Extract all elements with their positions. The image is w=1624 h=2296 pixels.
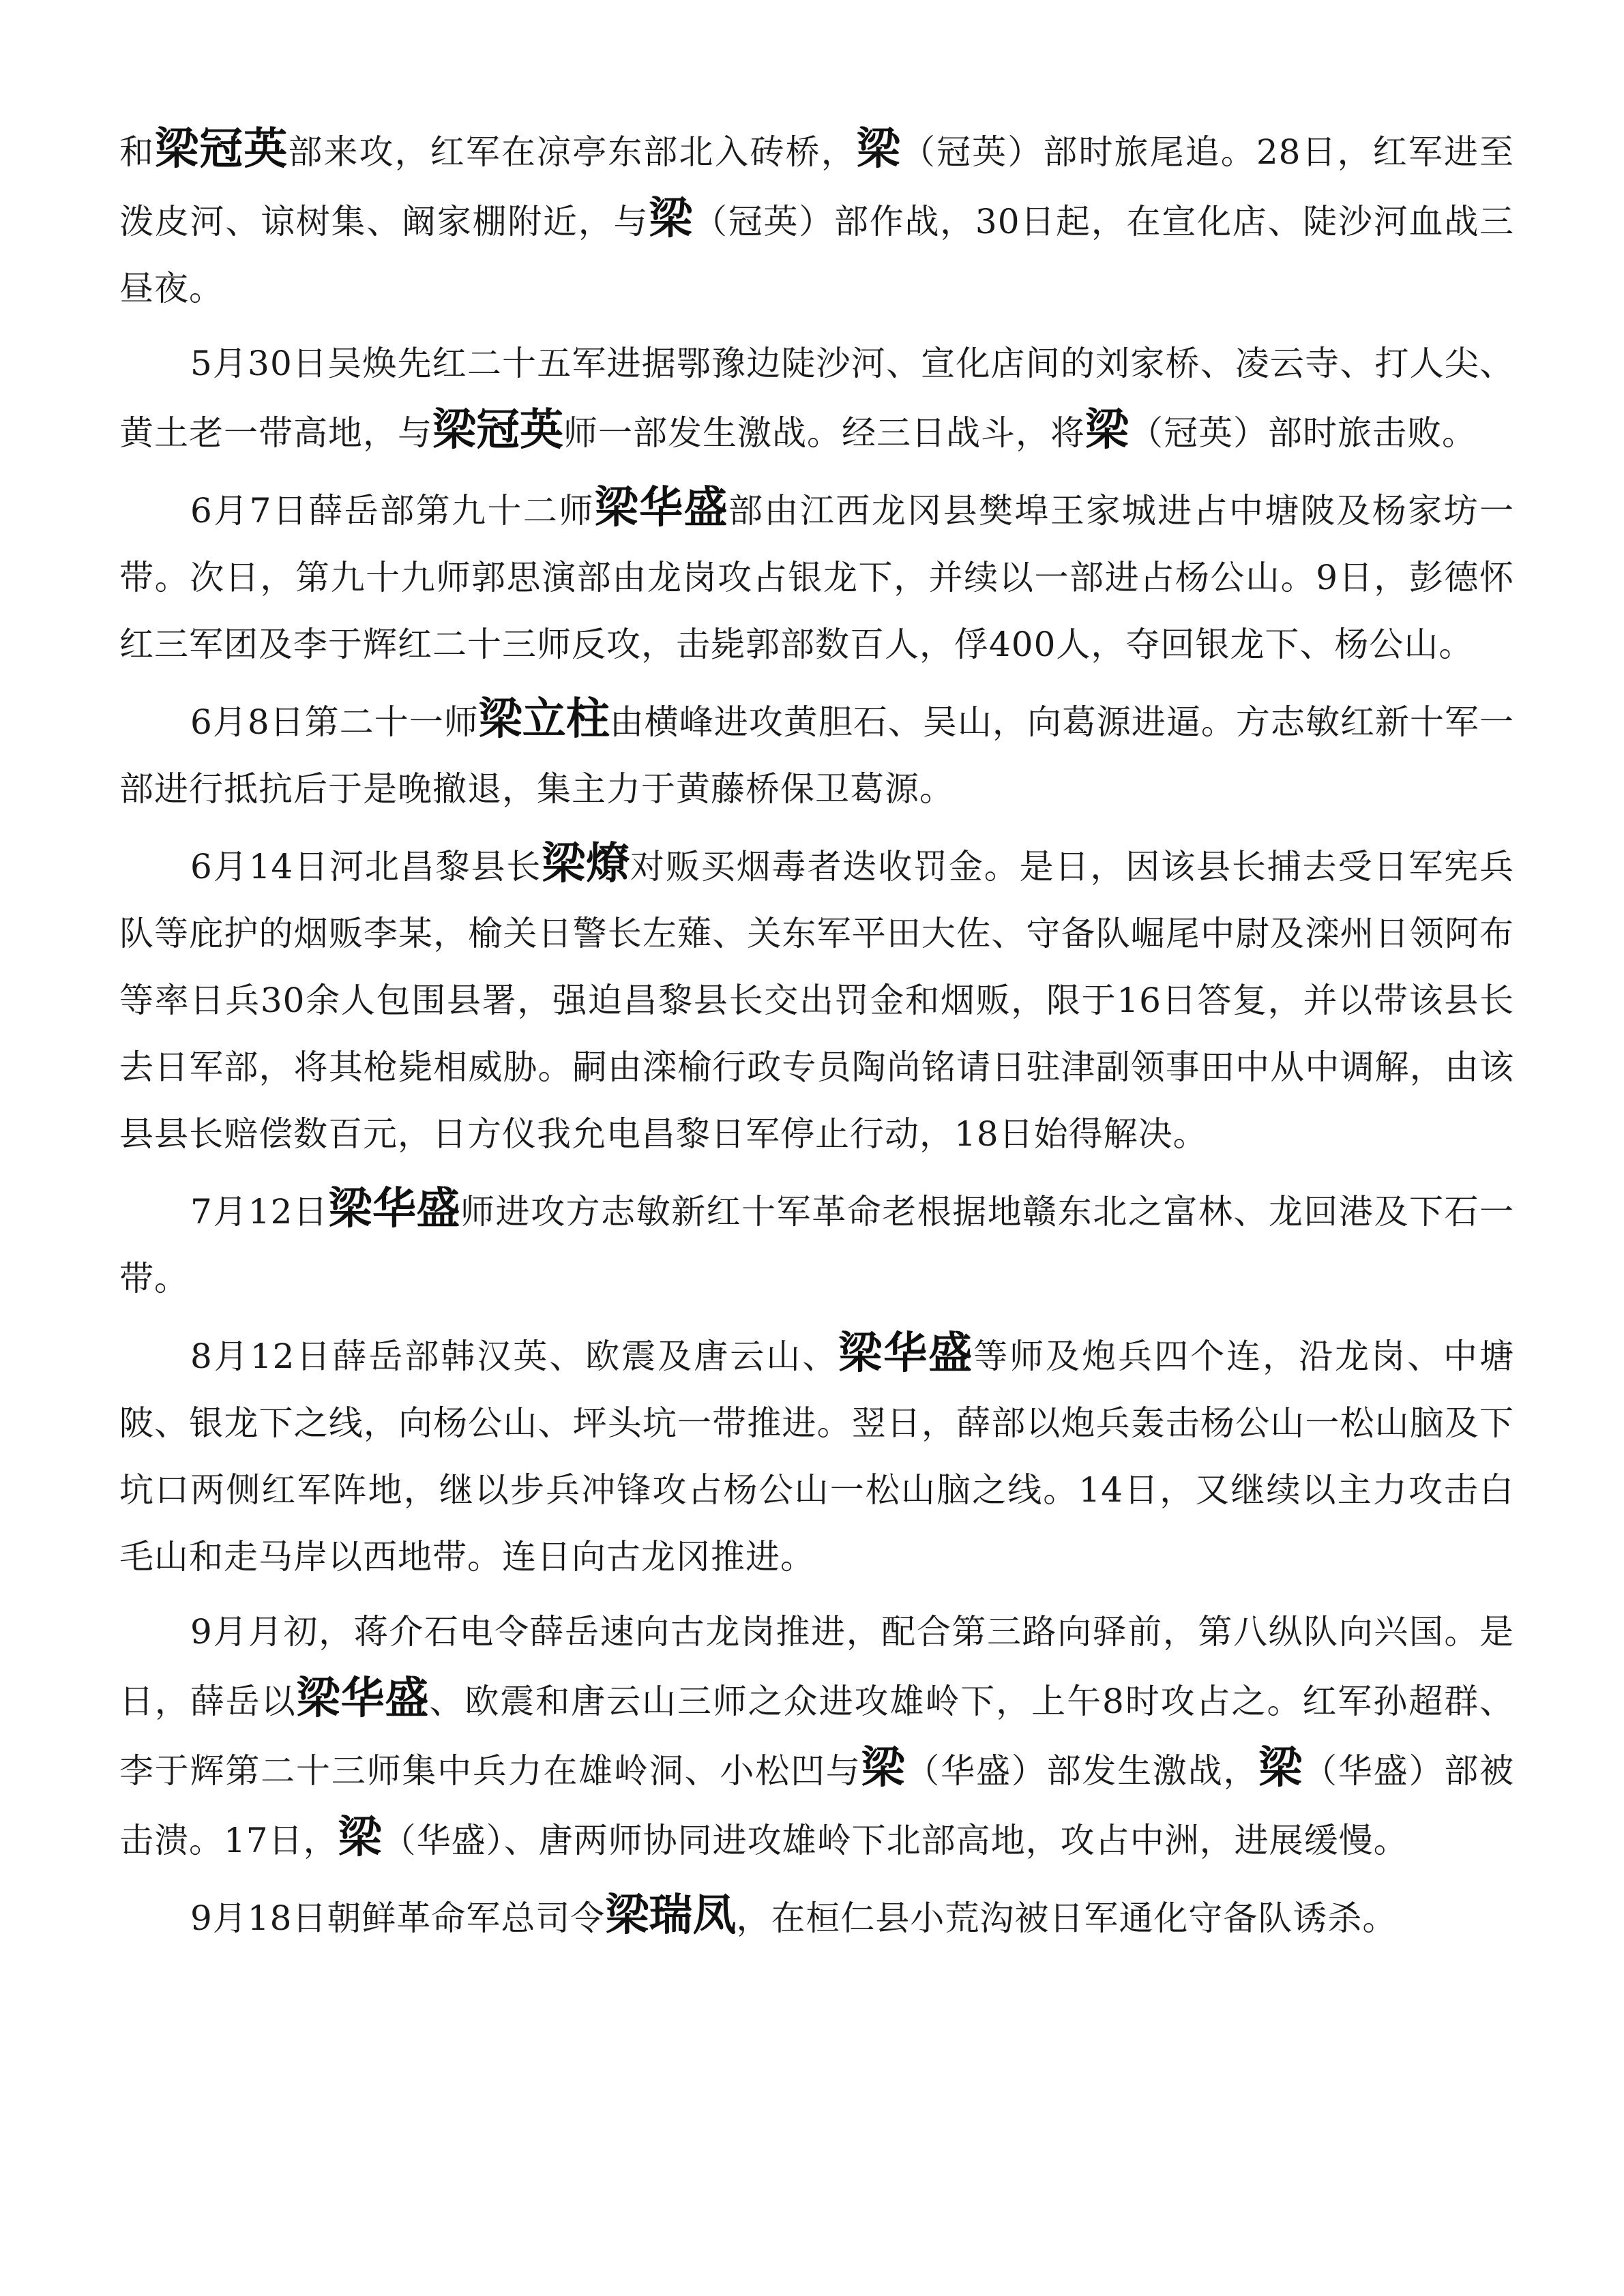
highlighted-name: 梁 bbox=[1085, 405, 1129, 456]
text-segment: 对贩买烟毒者迭收罚金。是日，因该县长捕去受日军宪兵队等庇护的烟贩李某，榆关日警长左薙、关东军平田大佐、守备队崛尾中尉及滦州日领阿布等率日兵30余人包围县署，强迫昌黎县长交出罚金和烟贩，限于16日答复，并以带该县长去日军部，将其枪毙相威胁。嗣由滦榆行政专员陶尚铭请日驻津副领事田中从中调解，由该县县长赔偿数百元，日方仪我允电昌黎日军停止行动，18日始得解决。 bbox=[119, 847, 1515, 1154]
text-segment: ，在桓仁县小荒沟被日军通化守备队诱杀。 bbox=[736, 1898, 1398, 1938]
text-segment: （华盛）、唐两师协同进攻雄岭下北部高地，攻占中洲，进展缓慢。 bbox=[381, 1821, 1408, 1860]
text-segment: 、欧震和唐云山三师之众进攻雄岭下，上午8时攻占之。红军孙超群、李于辉第二十三师集中兵力在雄岭洞、小松凹与 bbox=[119, 1682, 1515, 1791]
text-segment: 9月18日朝鲜革命军总司令 bbox=[190, 1898, 606, 1938]
text-segment: 6月14日河北昌黎县长 bbox=[190, 847, 542, 886]
text-segment: （冠英）部时旅击败。 bbox=[1129, 413, 1477, 453]
paragraph-7 bbox=[119, 1320, 1514, 1590]
highlighted-name: 梁 bbox=[856, 124, 901, 175]
highlighted-name: 梁 bbox=[649, 194, 693, 244]
text-segment: （华盛）部发生激战， bbox=[905, 1751, 1259, 1791]
text-segment: 等师及炮兵四个连，沿龙岗、中塘陂、银龙下之线，向杨公山、坪头坑一带推进。翌日，薛部以炮兵轰击杨公山一松山脑及下坑口两侧红军阵地，继以步兵冲锋攻占杨公山一松山脑之线。14日，又继续以主力攻击白毛山和走马岸以西地带。连日向古龙冈推进。 bbox=[119, 1337, 1515, 1577]
highlighted-name: 梁华盛 bbox=[296, 1673, 430, 1724]
highlighted-name: 梁立柱 bbox=[478, 694, 610, 745]
paragraph-2 bbox=[119, 330, 1514, 466]
text-segment: 6月7日薛岳部第九十二师 bbox=[190, 491, 595, 531]
highlighted-name: 梁华盛 bbox=[838, 1328, 974, 1379]
highlighted-name: 梁华盛 bbox=[328, 1184, 461, 1234]
text-segment: （华盛）部被击溃。17日， bbox=[119, 1751, 1515, 1860]
paragraph-5 bbox=[119, 831, 1514, 1167]
highlighted-name: 梁瑞凤 bbox=[605, 1890, 737, 1941]
text-segment: 7月12日 bbox=[190, 1192, 329, 1232]
text-segment: （冠英）部时旅尾追。28日，红军进至泼皮河、谅树集、阚家棚附近，与 bbox=[119, 132, 1515, 241]
text-segment: 5月30日吴焕先红二十五军进据鄂豫边陡沙河、宣化店间的刘家桥、凌云寺、打人尖、黄土老一带高地，与 bbox=[119, 344, 1514, 453]
highlighted-name: 梁 bbox=[338, 1813, 382, 1863]
paragraph-6 bbox=[119, 1176, 1514, 1312]
text-segment: 部由江西龙冈县樊埠王家城进占中塘陂及杨家坊一带。次日，第九十九师郭思演部由龙岗攻占银龙下，并续以一部进占杨公山。9日，彭德怀红三军团及李于辉红二十三师反攻，击毙郭部数百人，俘400人，夺回银龙下、杨公山。 bbox=[119, 491, 1514, 664]
text-segment: 师一部发生激战。经三日战斗，将 bbox=[563, 413, 1085, 453]
highlighted-name: 梁冠英 bbox=[155, 124, 289, 175]
highlighted-name: 梁 bbox=[1258, 1743, 1303, 1793]
paragraph-8 bbox=[119, 1598, 1514, 1874]
paragraph-4 bbox=[119, 686, 1514, 822]
text-segment: 和 bbox=[119, 132, 156, 172]
highlighted-name: 梁 bbox=[861, 1743, 906, 1793]
paragraph-3 bbox=[119, 475, 1514, 678]
document-body bbox=[119, 116, 1514, 1960]
highlighted-name: 梁华盛 bbox=[594, 483, 729, 533]
text-segment: 8月12日薛岳部韩汉英、欧震及唐云山、 bbox=[190, 1337, 839, 1376]
text-segment: 师进攻方志敏新红十军革命老根据地赣东北之富林、龙回港及下石一带。 bbox=[119, 1192, 1514, 1298]
highlighted-name: 梁冠英 bbox=[432, 405, 563, 456]
paragraph-9 bbox=[119, 1882, 1514, 1952]
text-segment: （冠英）部作战，30日起，在宣化店、陡沙河血战三昼夜。 bbox=[119, 202, 1515, 308]
text-segment: 部来攻，红军在凉亭东部北入砖桥， bbox=[288, 132, 857, 172]
text-segment: 9月月初，蒋介石电令薛岳速向古龙岗推进，配合第三路向驿前，第八纵队向兴国。是日，薛岳以 bbox=[119, 1612, 1514, 1721]
highlighted-name: 梁燎 bbox=[542, 839, 630, 889]
text-segment: 由横峰进攻黄胆石、吴山，向葛源进逼。方志敏红新十军一部进行抵抗后于是晚撤退，集主力于黄藤桥保卫葛源。 bbox=[119, 702, 1515, 809]
paragraph-1 bbox=[119, 116, 1514, 322]
text-segment: 6月8日第二十一师 bbox=[190, 702, 479, 742]
